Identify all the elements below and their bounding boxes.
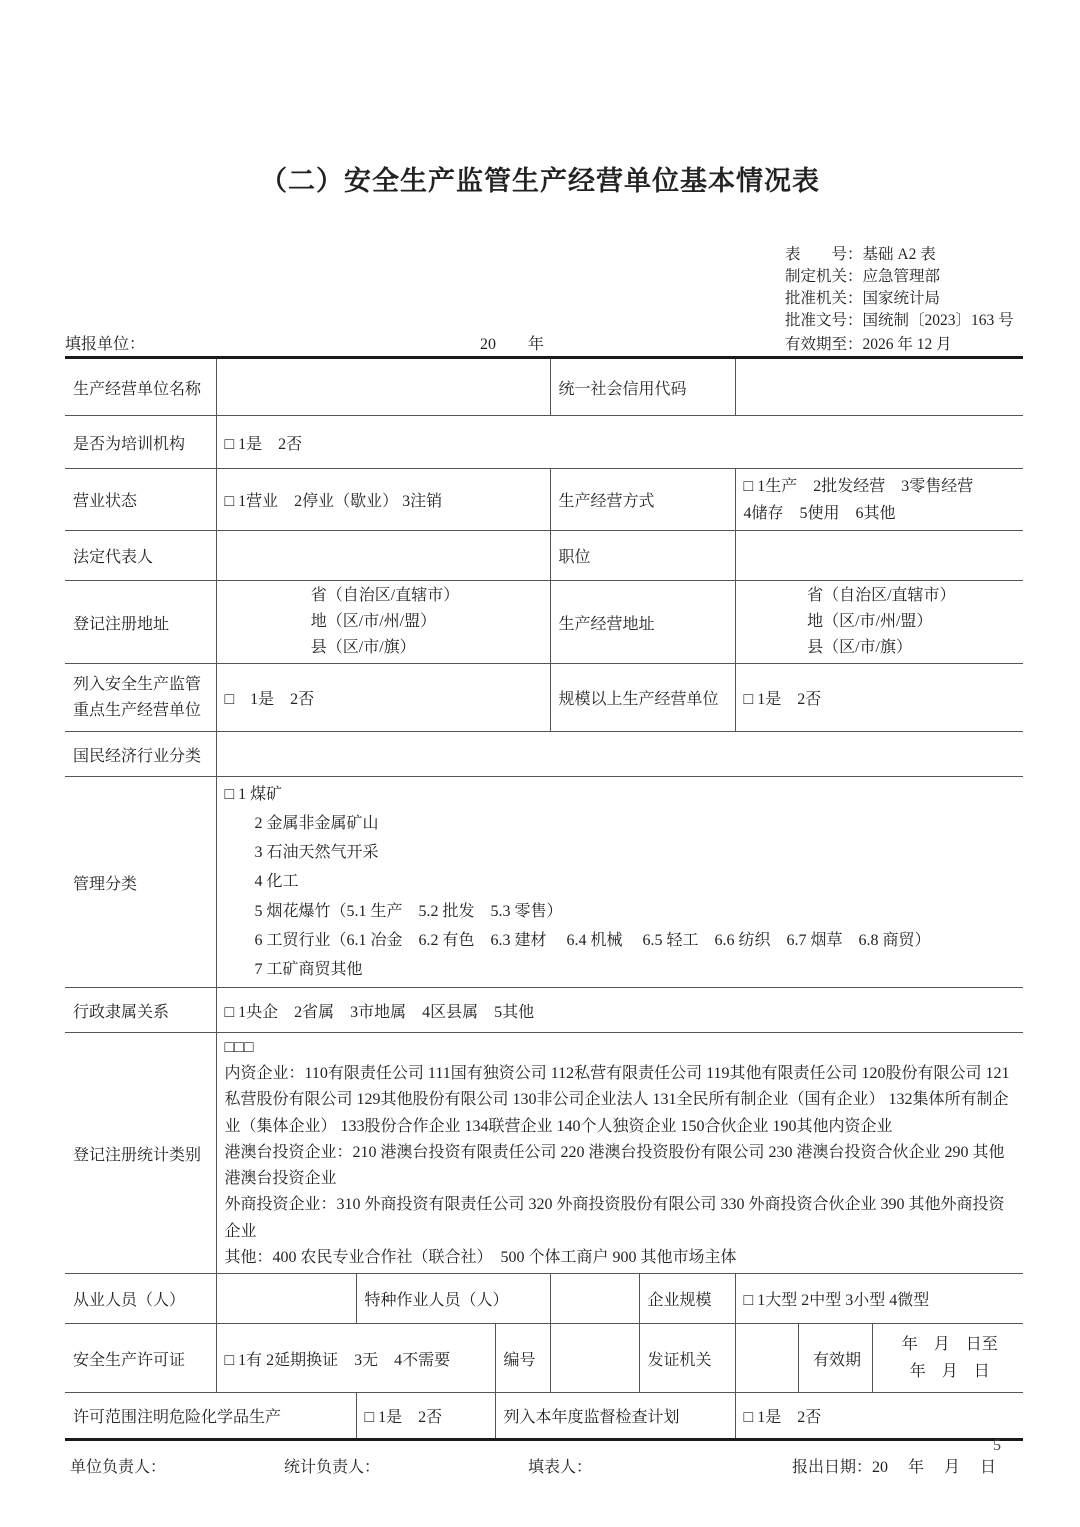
enterprise-scale-options: □ 1大型 2中型 3小型 4微型 xyxy=(735,1274,1023,1324)
basic-info-table xyxy=(65,356,1023,1441)
employees-value xyxy=(216,1274,356,1324)
management-option-other: 7 工矿商贸其他 xyxy=(254,961,363,978)
reporting-unit-label: 填报单位： xyxy=(65,336,146,353)
unit-name-label: 生产经营单位名称 xyxy=(65,358,216,416)
training-org-options: □ 1是 2否 xyxy=(216,416,1023,469)
row-employees xyxy=(65,1274,1023,1324)
above-scale-options: □ 1是 2否 xyxy=(735,664,1023,732)
registration-hmt: 港澳台投资企业：210 港澳台投资有限责任公司 220 港澳台投资股份有限公司 230 港澳台投资合伙企业 290 其他港澳台投资企业 xyxy=(224,1143,1005,1188)
key-supervision-options: □ 1是 2否 xyxy=(216,664,550,732)
reg-address-label: 登记注册地址 xyxy=(65,581,216,664)
position-label: 职位 xyxy=(550,531,735,581)
hazmat-scope-options: □ 1是 2否 xyxy=(356,1393,495,1440)
enterprise-scale-label: 企业规模 xyxy=(639,1274,735,1324)
credit-code-value xyxy=(735,358,1023,416)
row-key-supervision xyxy=(65,664,1023,732)
registration-domestic: 内资企业：110有限责任公司 111国有独资公司 112私营有限责任公司 119其他有限责任公司 120股份有限公司 121私营股份有限公司 129其他股份有限公司 130非公司企业法人 131全民所有制企业（国有企业） 132集体所有制企业（集体企业） 133股份合作企业 134联营企业 140个人独资企业 150合伙企业 190其他内资企业 xyxy=(224,1065,1010,1135)
special-workers-value xyxy=(550,1274,639,1324)
business-status-label: 营业状态 xyxy=(65,469,216,531)
registration-type-label: 登记注册统计类别 xyxy=(65,1033,216,1274)
inspection-plan-label: 列入本年度监督检查计划 xyxy=(495,1393,735,1440)
issuer-label: 发证机关 xyxy=(639,1324,735,1393)
management-option-chemical: 4 化工 xyxy=(254,873,299,891)
management-class-label: 管理分类 xyxy=(65,777,216,988)
business-status-options: □ 1营业 2停业（歇业） 3注销 xyxy=(216,469,550,531)
above-scale-label: 规模以上生产经营单位 xyxy=(550,664,735,732)
management-option-fireworks: 5 烟花爆竹（5.1 生产 5.2 批发 5.3 零售） xyxy=(254,902,563,920)
position-value xyxy=(735,531,1023,581)
meta-issuing-agency: 制定机关：应急管理部 xyxy=(785,268,941,285)
special-workers-label: 特种作业人员（人） xyxy=(356,1274,550,1324)
management-option-mines: 2 金属非金属矿山 xyxy=(254,814,379,832)
reg-address-value xyxy=(216,581,550,664)
registration-other: 其他：400 农民专业合作社（联合社） 500 个体工商户 900 其他市场主体 xyxy=(224,1248,737,1266)
row-industry-class xyxy=(65,732,1023,777)
management-option-trade-industry: 6 工贸行业（6.1 冶金 6.2 有色 6.3 建材 6.4 机械 6.5 轻工 6.6 纺织 6.7 烟草 6.8 商贸） xyxy=(254,931,931,949)
industry-class-value xyxy=(216,732,1023,777)
validity-label: 有效期 xyxy=(798,1324,872,1393)
row-registration-type xyxy=(65,1033,1023,1274)
training-org-label: 是否为培训机构 xyxy=(65,416,216,469)
management-option-oilgas: 3 石油天然气开采 xyxy=(254,844,379,862)
safety-license-options: □ 1有 2延期换证 3无 4不需要 xyxy=(216,1324,495,1393)
license-no-label: 编号 xyxy=(495,1324,550,1393)
employees-label: 从业人员（人） xyxy=(65,1274,216,1324)
validity-dates: 年 月 日至 年 月 日 xyxy=(872,1324,1023,1393)
unit-head-label: 单位负责人： xyxy=(70,1459,167,1476)
form-meta-block xyxy=(785,244,1023,332)
meta-form-number: 表 号：基础 A2 表 xyxy=(785,246,936,263)
biz-address-value xyxy=(735,581,1023,664)
safety-license-label: 安全生产许可证 xyxy=(65,1324,216,1393)
biz-address-prefecture: 地（区/市/州/盟） xyxy=(807,613,933,630)
management-class-options xyxy=(216,777,1023,988)
meta-approval-doc: 批准文号：国统制〔2023〕163 号 xyxy=(785,312,1014,329)
registration-type-content xyxy=(216,1033,1023,1274)
row-safety-license xyxy=(65,1324,1023,1393)
operation-mode-options-line2: 4储存 5使用 6其他 xyxy=(743,504,896,522)
operation-mode-label: 生产经营方式 xyxy=(550,469,735,531)
admin-affiliation-options: □ 1央企 2省属 3市地属 4区县属 5其他 xyxy=(216,988,1023,1033)
stats-head-label: 统计负责人： xyxy=(284,1459,381,1476)
row-hazmat-scope xyxy=(65,1393,1023,1440)
operation-mode-options xyxy=(735,469,1023,531)
report-date-label: 报出日期：20 年 月 日 xyxy=(792,1459,997,1476)
reg-address-province: 省（自治区/直辖市） xyxy=(310,587,460,604)
reg-address-county: 县（区/市/旗） xyxy=(310,639,416,656)
row-management-class xyxy=(65,777,1023,988)
meta-approving-agency: 批准机关：国家统计局 xyxy=(785,290,941,307)
row-legal-rep xyxy=(65,531,1023,581)
industry-class-label: 国民经济行业分类 xyxy=(65,732,216,777)
key-supervision-label: 列入安全生产监管 重点生产经营单位 xyxy=(65,664,216,732)
reporting-unit-row xyxy=(65,332,1023,356)
biz-address-label: 生产经营地址 xyxy=(550,581,735,664)
biz-address-county: 县（区/市/旗） xyxy=(807,639,912,656)
row-admin-affiliation xyxy=(65,988,1023,1033)
operation-mode-options-line1: □ 1生产 2批发经营 3零售经营 xyxy=(743,477,974,495)
license-no-value xyxy=(550,1324,639,1393)
biz-address-province: 省（自治区/直辖市） xyxy=(807,587,956,604)
credit-code-label: 统一社会信用代码 xyxy=(550,358,735,416)
signature-row xyxy=(65,1450,1065,1480)
legal-rep-label: 法定代表人 xyxy=(65,531,216,581)
page-title: （二）安全生产监管生产经营单位基本情况表 xyxy=(260,166,820,196)
legal-rep-value xyxy=(216,531,550,581)
meta-valid-until: 有效期至：2026 年 12 月 xyxy=(785,336,952,353)
admin-affiliation-label: 行政隶属关系 xyxy=(65,988,216,1033)
registration-foreign: 外商投资企业：310 外商投资有限责任公司 320 外商投资股份有限公司 330 外商投资合伙企业 390 其他外商投资企业 xyxy=(224,1196,1005,1240)
reg-address-prefecture: 地（区/市/州/盟） xyxy=(310,613,437,630)
row-training-org xyxy=(65,416,1023,469)
page-number: 5 xyxy=(993,1437,1001,1454)
hazmat-scope-label: 许可范围注明危险化学品生产 xyxy=(65,1393,356,1440)
checkbox-boxes: □□□ xyxy=(224,1039,254,1057)
preparer-label: 填表人： xyxy=(528,1459,593,1476)
report-year: 20 年 xyxy=(480,336,545,353)
row-unit-name xyxy=(65,358,1023,416)
issuer-value xyxy=(735,1324,798,1393)
row-addresses xyxy=(65,581,1023,664)
row-business-status xyxy=(65,469,1023,531)
inspection-plan-options: □ 1是 2否 xyxy=(735,1393,1023,1440)
unit-name-value xyxy=(216,358,550,416)
management-option-coal: □ 1 煤矿 xyxy=(224,785,283,803)
